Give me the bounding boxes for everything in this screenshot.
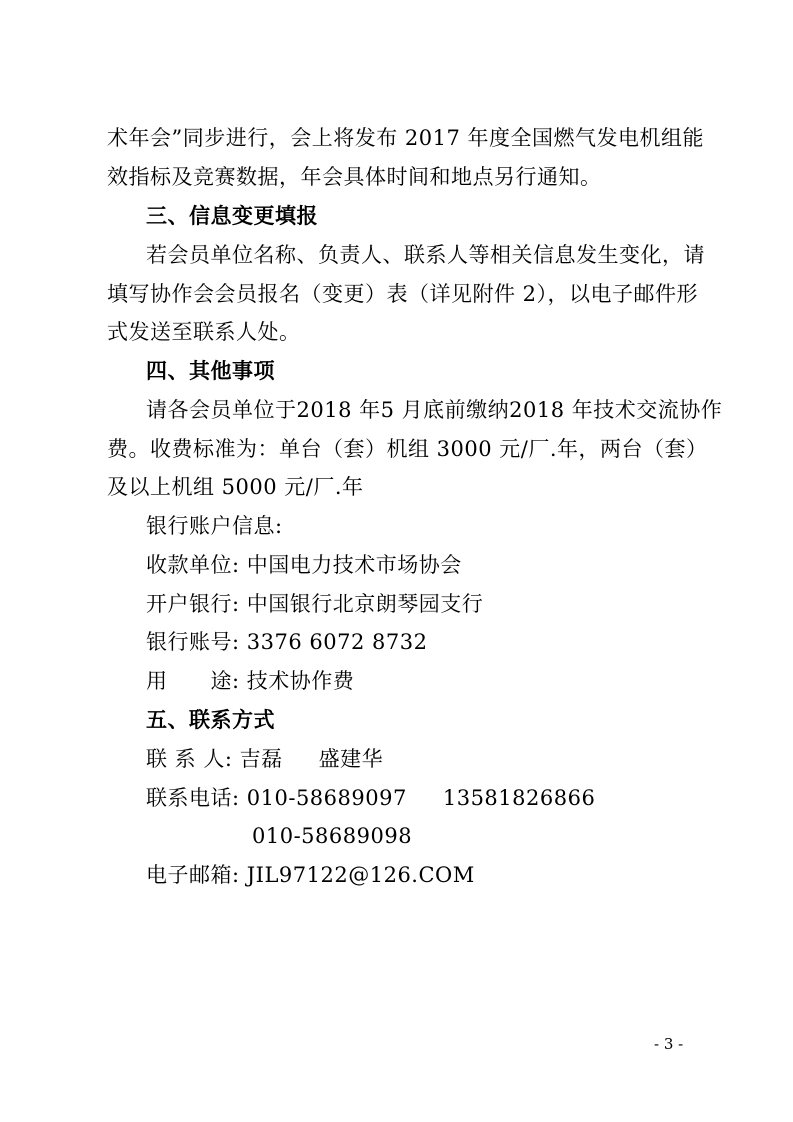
phone-row: [146, 784, 726, 812]
bank-info-title: 银行账户信息:: [146, 514, 283, 538]
section-heading-4: 四、其他事项: [146, 358, 275, 383]
paragraph-line: 及以上机组 5000 元/厂.年: [107, 475, 364, 499]
email-value: JIL97122@126.COM: [246, 863, 475, 887]
account-value: 3376 6072 8732: [246, 630, 428, 654]
phone-number: 010-58689097: [246, 786, 407, 810]
section-heading-3: 三、信息变更填报: [146, 203, 318, 228]
phone-label: 联系电话:: [146, 786, 240, 810]
account-row: [146, 628, 726, 656]
phone-number-2: 010-58689098: [252, 824, 413, 848]
payee-row: [146, 551, 726, 579]
payee-label: 收款单位:: [146, 553, 240, 577]
bank-row: [146, 590, 726, 618]
purpose-row: [146, 667, 726, 695]
contact-label: 联 系 人:: [146, 747, 233, 771]
contact-name: 盛建华: [318, 747, 384, 771]
paragraph-line: 式发送至联系人处。: [107, 320, 301, 344]
payee-value: 中国电力技术市场协会: [246, 553, 462, 577]
bank-label: 开户银行:: [146, 592, 240, 616]
mobile-number: 13581826866: [442, 786, 596, 810]
paragraph-line: 若会员单位名称、负责人、联系人等相关信息发生变化，请: [146, 243, 705, 267]
email-label: 电子邮箱:: [146, 863, 240, 887]
email-row: [146, 861, 726, 889]
paragraph-line: 术年会”同步进行，会上将发布 2017 年度全国燃气发电机组能: [107, 126, 705, 150]
page-number: - 3 -: [654, 1035, 684, 1053]
contact-row: [146, 745, 726, 773]
bank-value: 中国银行北京朗琴园支行: [246, 592, 484, 616]
account-label: 银行账号:: [146, 630, 240, 654]
paragraph-line: 费。收费标准为：单台（套）机组 3000 元/厂.年，两台（套）: [107, 437, 708, 461]
purpose-label: 用 途:: [146, 669, 240, 693]
paragraph-line: 请各会员单位于2018 年5 月底前缴纳2018 年技术交流协作: [146, 398, 723, 422]
purpose-value: 技术协作费: [246, 669, 355, 693]
paragraph-line: 填写协作会会员报名（变更）表（详见附件 2），以电子邮件形: [107, 282, 699, 306]
contact-name: 吉磊: [239, 747, 283, 771]
paragraph-line: 效指标及竞赛数据，年会具体时间和地点另行通知。: [107, 165, 602, 189]
section-heading-5: 五、联系方式: [146, 707, 275, 732]
